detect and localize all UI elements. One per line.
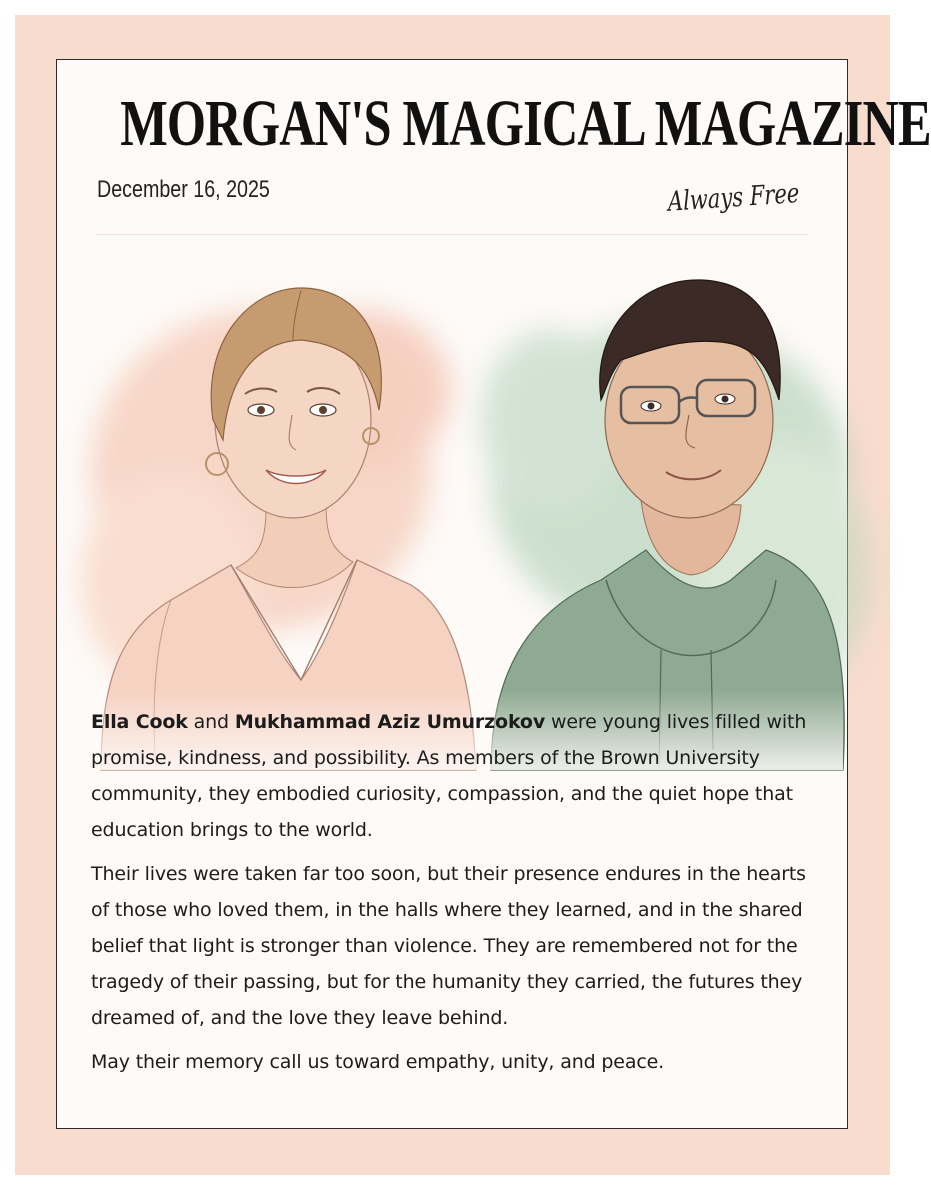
masthead-tagline: Always Free [667,178,801,218]
paragraph-1-text: were young lives filled with promise, kindness, and possibility. As members of the Brown University community, they embodied curiosity, compassion, and the quiet hope that education brings to the world. [91,711,807,841]
page-border [15,15,931,1175]
article-paragraph-1 [91,704,821,848]
magazine-page [56,59,931,1129]
memorial-portrait-illustration [61,250,843,770]
masthead-title: MORGAN'S MAGICAL MAGAZINE [120,86,931,160]
article-paragraph-2: Their lives were taken far too soon, but their presence endures in the hearts of those who loved them, in the halls where they learned, and in the shared belief that light is stronger than violence. They are remembered not for the tragedy of their passing, but for the humanity they carried, the futures they dreamed of, and the love they leave behind. [91,863,806,1029]
issue-date: December 16, 2025 [97,176,270,203]
masthead-divider [97,234,809,235]
conjunction-text: and [187,711,235,733]
article-paragraph-3: May their memory call us toward empathy, unity, and peace. [91,1051,665,1073]
memorial-article [91,704,821,1088]
name-ella-cook: Ella Cook [91,711,188,733]
name-mukhammad-aziz-umurzokov: Mukhammad Aziz Umurzokov [234,711,546,733]
